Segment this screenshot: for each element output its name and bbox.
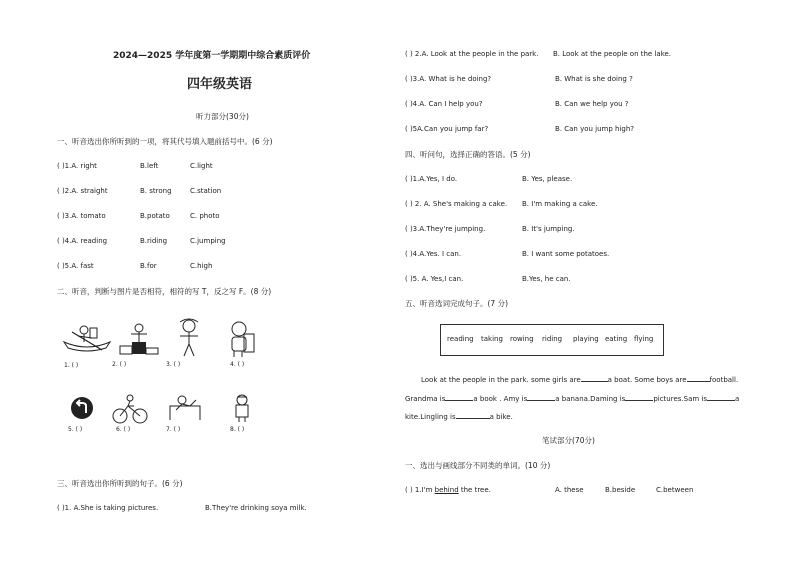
w1-q1-c: C.between <box>656 486 694 494</box>
s1-q3-c: C. photo <box>190 212 220 220</box>
turn-sign-picture <box>70 396 94 420</box>
s4-q1: ( )1.A.Yes, I do. <box>405 175 458 183</box>
section2-heading: 二、听音，判断与图片是否相符，相符的写 T，反之写 F。(8 分) <box>57 287 272 296</box>
section5-heading: 五、听音选词完成句子。(7 分) <box>405 299 509 308</box>
s3-q3-b: B. What is she doing ? <box>555 75 633 83</box>
s4-q4-b: B. I want some potatoes. <box>522 250 610 258</box>
s1-q4: ( )4.A. reading <box>57 237 108 245</box>
s4-q2: ( ) 2. A. She's making a cake. <box>405 200 508 208</box>
cloze-text: Grandma is <box>405 395 446 403</box>
pic6-label: 6. ( ) <box>116 426 131 433</box>
hurdle-picture <box>166 392 206 422</box>
listening-part-title: 听力部分(30分) <box>196 112 249 121</box>
s3-q2: ( ) 2.A. Look at the people in the park. <box>405 50 539 58</box>
s4-q5: ( )5. A. Yes,I can. <box>405 275 464 283</box>
w1-q1-prefix: ( ) 1.I'm <box>405 486 435 494</box>
cloze-text: Look at the people in the park. some girls are <box>421 376 581 384</box>
blank-2[interactable] <box>687 374 710 382</box>
word-bank-box <box>440 324 664 356</box>
cloze-line-2 <box>405 393 739 404</box>
s3-q4: ( )4.A. Can I help you? <box>405 100 483 108</box>
pic1-label: 1. ( ) <box>64 362 79 369</box>
section4-heading: 四、听问句，选择正确的答语。(5 分) <box>405 150 531 159</box>
rowing-boat-picture <box>62 322 112 354</box>
s4-q3: ( )3.A.They're jumping. <box>405 225 486 233</box>
s4-q3-b: B. It's jumping. <box>522 225 575 233</box>
pic3-label: 3. ( ) <box>166 361 181 368</box>
w1-q1 <box>405 486 491 495</box>
word-bank-item: rowing <box>510 335 534 343</box>
s1-q2-c: C.station <box>190 187 222 195</box>
s1-q1: ( )1.A. right <box>57 162 97 170</box>
word-bank-item: flying <box>634 335 654 343</box>
cloze-text: pictures.Sam is <box>653 395 708 403</box>
blank-6[interactable] <box>707 393 735 401</box>
word-bank-item: reading <box>447 335 474 343</box>
s3-q5-b: B. Can you jump high? <box>555 125 635 133</box>
boy-reading-picture <box>224 320 260 358</box>
w1-q1-underline: behind <box>434 486 459 494</box>
s1-q3: ( )3.A. tomato <box>57 212 106 220</box>
writing-part-title: 笔试部分(70分) <box>542 436 595 445</box>
s4-q1-b: B. Yes, please. <box>522 175 573 183</box>
bike-picture <box>112 394 148 424</box>
s1-q2: ( )2.A. straight <box>57 187 108 195</box>
s1-q5-b: B.for <box>140 262 157 270</box>
cloze-line-3 <box>405 411 513 422</box>
word-bank-item: playing <box>573 335 599 343</box>
s3-q3: ( )3.A. What is he doing? <box>405 75 492 83</box>
s3-q1: ( )1. A.She is taking pictures. <box>57 504 159 512</box>
exam-title: 2024—2025 学年度第一学期期中综合素质评价 <box>113 51 311 61</box>
s3-q4-b: B. Can we help you ? <box>555 100 629 108</box>
pic5-label: 5. ( ) <box>68 426 83 433</box>
s3-q1-b: B.They're drinking soya milk. <box>205 504 307 512</box>
cloze-line-1 <box>421 374 738 385</box>
s1-q2-b: B. strong <box>140 187 172 195</box>
podium-picture <box>118 322 160 356</box>
pic7-label: 7. ( ) <box>166 426 181 433</box>
blank-7[interactable] <box>456 411 490 419</box>
s4-q4: ( )4.A.Yes. I can. <box>405 250 462 258</box>
w1-q1-b: B.beside <box>605 486 636 494</box>
written1-heading: 一、选出与画线部分不同类的单词。(10 分) <box>405 461 551 470</box>
cloze-text: football. <box>709 376 739 384</box>
pic2-label: 2. ( ) <box>112 361 127 368</box>
s3-q2-b: B. Look at the people on the lake. <box>553 50 672 58</box>
cloze-text: a book . Amy is <box>473 395 528 403</box>
cloze-text: a <box>735 395 740 403</box>
section3-heading: 三、听音选出你所听到的句子。(6 分) <box>57 479 183 488</box>
w1-q1-a: A. these <box>555 486 584 494</box>
pic8-label: 8. ( ) <box>230 426 245 433</box>
subject-title: 四年级英语 <box>187 77 253 92</box>
s4-q2-b: B. I'm making a cake. <box>522 200 598 208</box>
s1-q1-b: B.left <box>140 162 159 170</box>
blank-4[interactable] <box>527 393 555 401</box>
w1-q1-suffix: the tree. <box>458 486 491 494</box>
s1-q5: ( )5.A. fast <box>57 262 94 270</box>
child-picture <box>232 394 252 422</box>
s1-q4-c: C.jumping <box>190 237 226 245</box>
girl-picture <box>174 318 204 358</box>
blank-1[interactable] <box>581 374 608 382</box>
cloze-text: a bike. <box>489 413 513 421</box>
cloze-text: a boat. Some boys are <box>607 376 687 384</box>
cloze-text: kite.Lingling is <box>405 413 456 421</box>
pic4-label: 4. ( ) <box>230 361 245 368</box>
s1-q1-c: C.light <box>190 162 213 170</box>
s1-q4-b: B.riding <box>140 237 168 245</box>
word-bank-item: taking <box>481 335 503 343</box>
s1-q3-b: B.potato <box>140 212 170 220</box>
s4-q5-b: B.Yes, he can. <box>522 275 571 283</box>
cloze-text: a banana.Daming is <box>555 395 626 403</box>
word-bank-item: eating <box>605 335 628 343</box>
blank-3[interactable] <box>445 393 473 401</box>
blank-5[interactable] <box>625 393 653 401</box>
section1-heading: 一、听音选出你所听到的一项，将其代号填入题前括号中。(6 分) <box>57 137 273 146</box>
s1-q5-c: C.high <box>190 262 213 270</box>
word-bank-item: riding <box>542 335 563 343</box>
s3-q5: ( )5A.Can you jump far? <box>405 125 489 133</box>
